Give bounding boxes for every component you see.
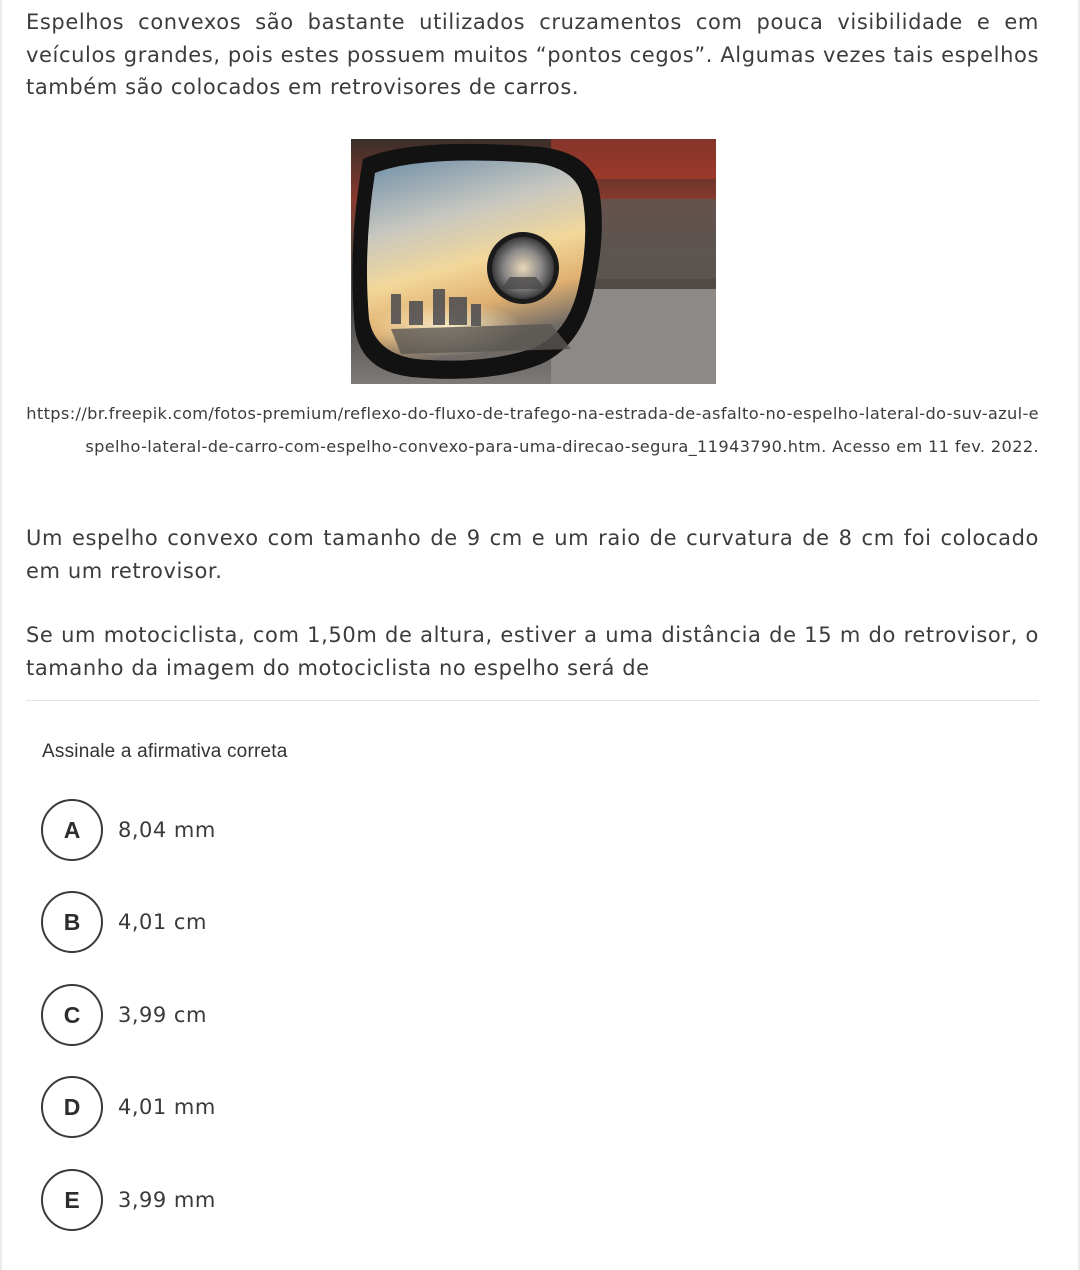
option-letter-badge: E xyxy=(41,1169,103,1231)
option-text: 4,01 mm xyxy=(118,1095,216,1119)
option-text: 4,01 cm xyxy=(118,910,207,934)
problem-question: Se um motociclista, com 1,50m de altura, estiver a uma distância de 15 m do retrovisor, o tamanho da imagem do motociclista no espelho será de xyxy=(26,623,1039,680)
option-letter-badge: D xyxy=(41,1076,103,1138)
option-text: 3,99 cm xyxy=(118,1003,207,1027)
option-e[interactable] xyxy=(41,1169,641,1231)
option-letter-badge: B xyxy=(41,891,103,953)
problem-statement: Um espelho convexo com tamanho de 9 cm e um raio de curvatura de 8 cm foi colocado em um retrovisor. xyxy=(26,526,1039,583)
option-letter-badge: A xyxy=(41,799,103,861)
intro-paragraph: Espelhos convexos são bastante utilizados cruzamentos com pouca visibilidade e em veículos grandes, pois estes possuem muitos “pontos cegos”. Algumas vezes tais espelhos também são colocados em retrovisores de carros. xyxy=(26,10,1039,99)
answer-instruction: Assinale a afirmativa correta xyxy=(42,741,288,762)
image-source-credit: https://br.freepik.com/fotos-premium/reflexo-do-fluxo-de-trafego-na-estrada-de-asfalto-no-espelho-lateral-do-suv-azul-espelho-lateral-de-carro-com-espelho-convexo-para-uma-direcao-segura_11943790.htm. Acesso em 11 fev. 2022. xyxy=(26,404,1039,456)
option-c[interactable] xyxy=(41,984,641,1046)
option-text: 3,99 mm xyxy=(118,1188,216,1212)
section-divider xyxy=(26,700,1039,701)
option-text: 8,04 mm xyxy=(118,818,216,842)
option-letter-badge: C xyxy=(41,984,103,1046)
option-b[interactable] xyxy=(41,891,641,953)
mirror-photo xyxy=(351,139,716,384)
option-d[interactable] xyxy=(41,1076,641,1138)
mirror-illustration xyxy=(351,139,716,384)
option-a[interactable] xyxy=(41,799,641,861)
frame-left-edge xyxy=(0,0,2,1270)
